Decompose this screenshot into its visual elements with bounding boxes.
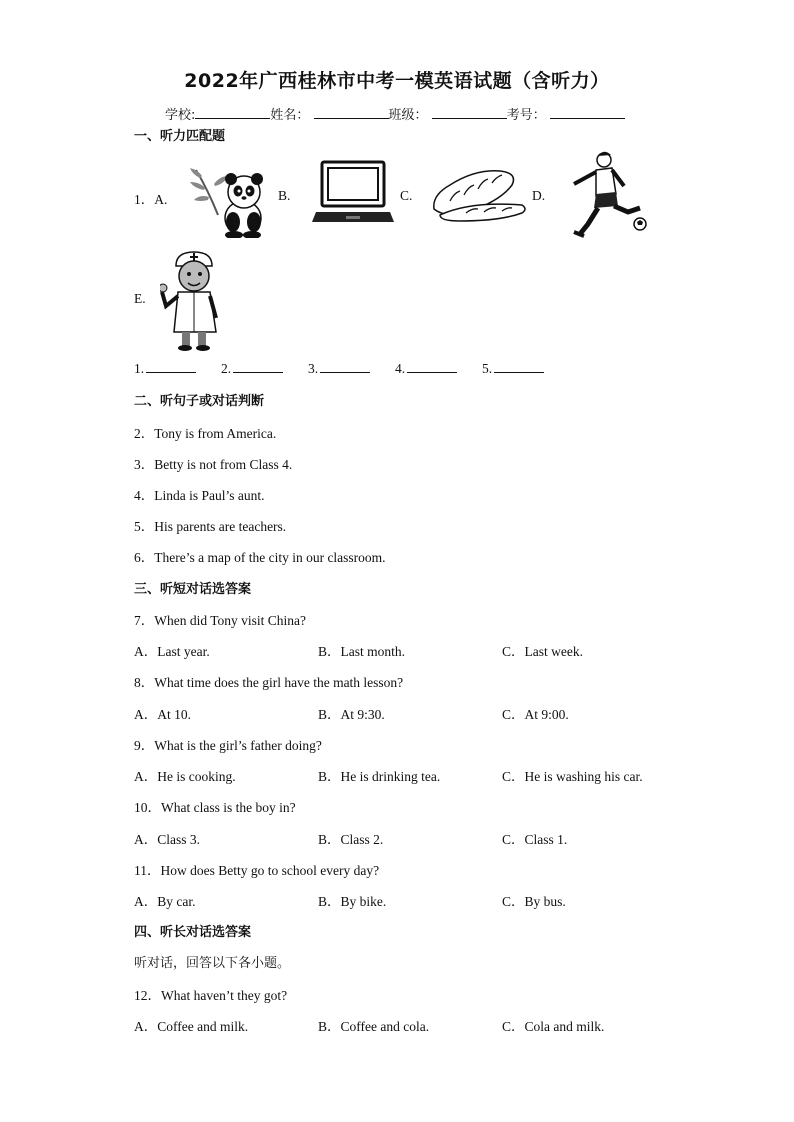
name-label: 姓名：: [270, 108, 310, 123]
option-b[interactable]: B．Coffee and cola.: [318, 1019, 430, 1034]
option-c[interactable]: C．Last week.: [502, 644, 583, 659]
section4-heading: 四、听长对话选答案: [134, 925, 252, 940]
section3-heading: 三、听短对话选答案: [134, 582, 252, 597]
option-a[interactable]: A．By car.: [134, 894, 196, 909]
page-title: 2022年广西桂林市中考一模英语试题（含听力）: [184, 70, 610, 92]
option-b[interactable]: B．By bike.: [318, 894, 387, 909]
option-b[interactable]: B．He is drinking tea.: [318, 769, 441, 784]
doctor-icon: [160, 248, 230, 352]
question-text: 8．What time does the girl have the math lesson?: [134, 675, 404, 690]
section1-heading: 一、听力匹配题: [134, 129, 226, 144]
question-text: 10．What class is the boy in?: [134, 800, 296, 815]
laptop-icon: [312, 160, 394, 228]
section4-intro: 听对话，回答以下各小题。: [134, 956, 291, 971]
question-text: 11．How does Betty go to school every day?: [134, 863, 380, 878]
panda-icon: [188, 160, 268, 238]
option-a[interactable]: A．Class 3.: [134, 832, 201, 847]
option-c[interactable]: C．Class 1.: [502, 832, 568, 847]
question-text: 12．What haven’t they got?: [134, 988, 288, 1003]
pic-label-a: 1．A.: [134, 192, 168, 207]
option-c[interactable]: C．He is washing his car.: [502, 769, 643, 784]
soccer-player-icon: [566, 150, 650, 242]
option-a[interactable]: A．Last year.: [134, 644, 210, 659]
option-b[interactable]: B．At 9:30.: [318, 707, 385, 722]
option-c[interactable]: C．At 9:00.: [502, 707, 569, 722]
student-info-line: [165, 104, 625, 123]
statement-item: 3．Betty is not from Class 4.: [134, 457, 293, 472]
answer-slot-2[interactable]: 2.: [221, 360, 283, 377]
option-a[interactable]: A．He is cooking.: [134, 769, 236, 784]
number-label: 考号：: [506, 108, 546, 123]
question-text: 7．When did Tony visit China?: [134, 613, 307, 628]
option-c[interactable]: C．Cola and milk.: [502, 1019, 605, 1034]
school-field[interactable]: [195, 106, 270, 119]
answer-slot-3[interactable]: 3.: [308, 360, 370, 377]
option-b[interactable]: B．Class 2.: [318, 832, 384, 847]
statement-item: 2．Tony is from America.: [134, 426, 277, 441]
school-label: 学校:: [165, 108, 196, 123]
bread-icon: [430, 165, 530, 223]
pic-label-e: E.: [134, 291, 146, 306]
name-field[interactable]: [314, 106, 389, 119]
pic-label-c: C.: [400, 188, 413, 203]
statement-item: 6．There’s a map of the city in our classroom.: [134, 550, 386, 565]
option-a[interactable]: A．At 10.: [134, 707, 191, 722]
option-a[interactable]: A．Coffee and milk.: [134, 1019, 249, 1034]
statement-item: 4．Linda is Paul’s aunt.: [134, 488, 265, 503]
answer-slot-4[interactable]: 4.: [395, 360, 457, 377]
class-label: 班级：: [388, 108, 428, 123]
section2-heading: 二、听句子或对话判断: [134, 394, 265, 409]
answer-slot-5[interactable]: 5.: [482, 360, 544, 377]
number-field[interactable]: [550, 106, 625, 119]
pic-label-d: D.: [532, 188, 546, 203]
statement-item: 5．His parents are teachers.: [134, 519, 287, 534]
question-text: 9．What is the girl’s father doing?: [134, 738, 322, 753]
option-b[interactable]: B．Last month.: [318, 644, 405, 659]
option-c[interactable]: C．By bus.: [502, 894, 566, 909]
pic-label-b: B.: [278, 188, 291, 203]
class-field[interactable]: [432, 106, 507, 119]
answer-slot-1[interactable]: 1.: [134, 360, 196, 377]
